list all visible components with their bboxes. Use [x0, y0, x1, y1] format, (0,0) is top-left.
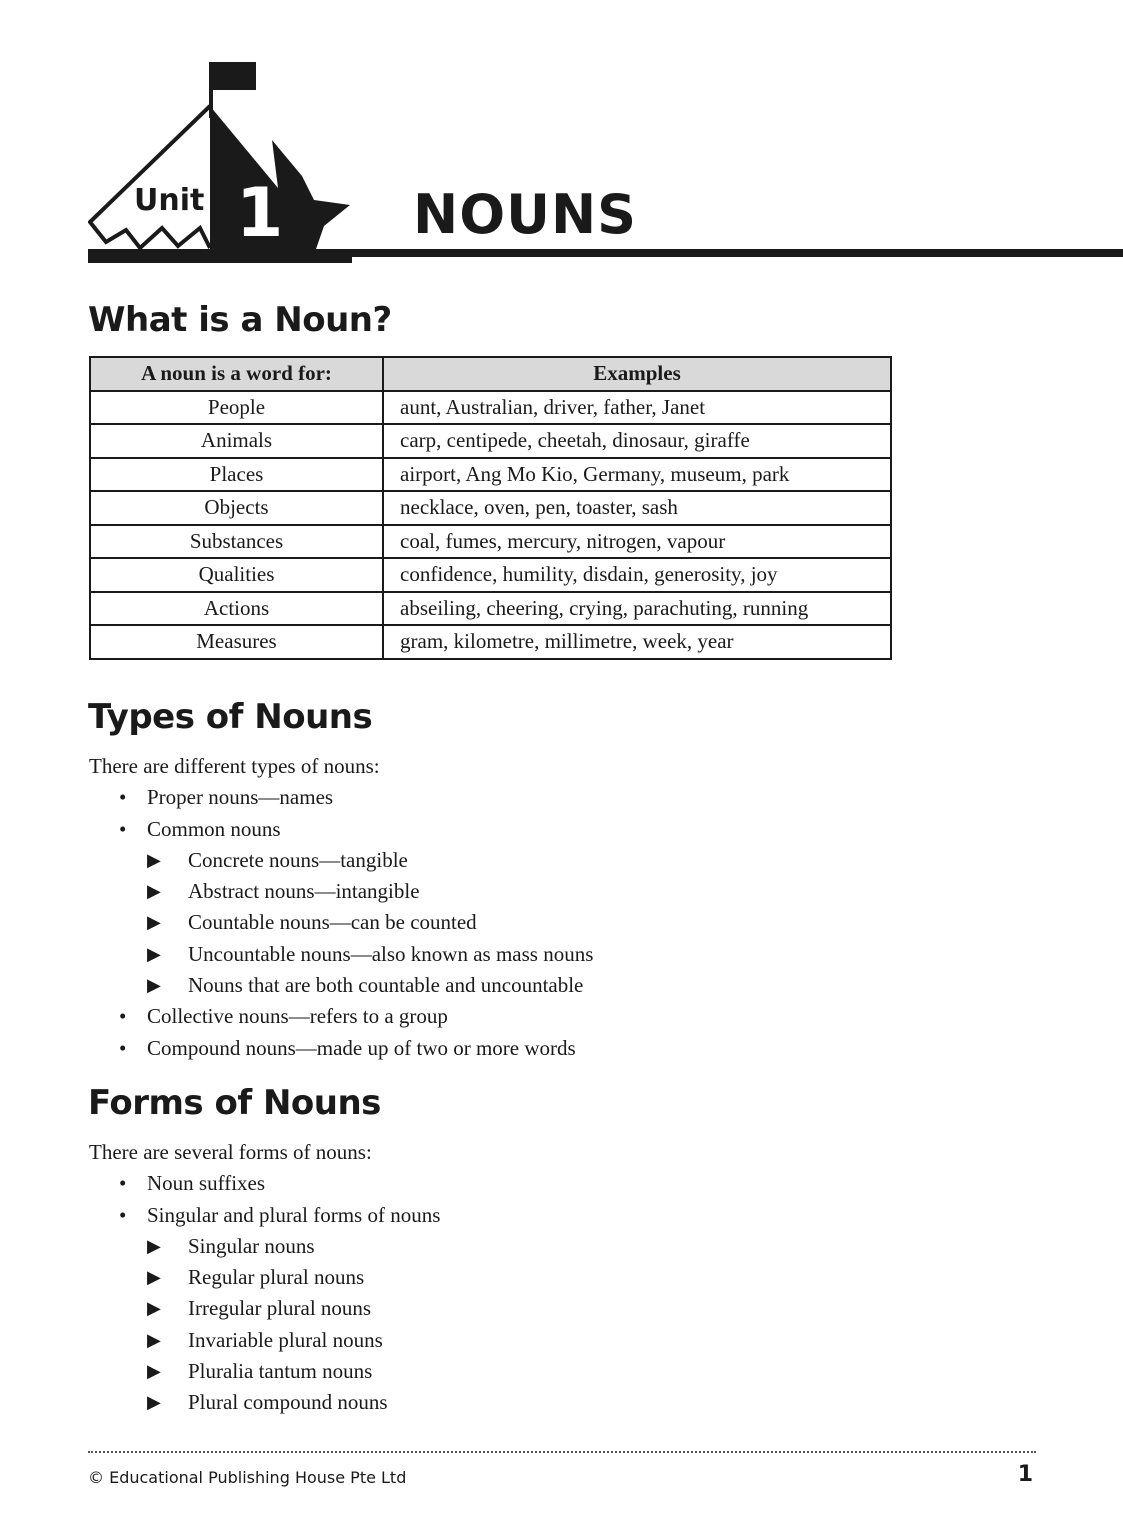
bullet-icon: •	[119, 1171, 127, 1196]
list-item-text: Regular plural nouns	[188, 1265, 365, 1290]
list-item-text: Irregular plural nouns	[188, 1296, 372, 1321]
table-cell-examples: abseiling, cheering, crying, parachuting, running	[383, 592, 891, 626]
sub-list-item	[89, 1231, 440, 1262]
bullet-icon: •	[119, 1004, 127, 1029]
table-cell-examples: airport, Ang Mo Kio, Germany, museum, park	[383, 458, 891, 492]
sub-list-item	[89, 970, 593, 1001]
page-title: NOUNS	[413, 183, 638, 246]
list-item-text: Singular and plural forms of nouns	[147, 1202, 441, 1227]
forms-of-nouns-list-block	[89, 1137, 440, 1419]
list-item-text: Singular nouns	[188, 1233, 315, 1258]
list-item	[89, 1033, 593, 1064]
noun-categories-table	[89, 356, 892, 660]
types-intro-text: There are different types of nouns:	[89, 754, 380, 778]
unit-label: Unit	[134, 183, 205, 218]
list-item-text: Collective nouns—refers to a group	[147, 1004, 448, 1029]
table-row	[90, 491, 891, 525]
header-rule	[350, 249, 1123, 257]
list-item-text: Nouns that are both countable and uncountable	[188, 973, 584, 998]
sub-list-item	[89, 1262, 440, 1293]
table-cell-category: Measures	[90, 625, 383, 659]
page-number: 1	[1017, 1462, 1033, 1487]
table-row	[90, 525, 891, 559]
arrow-bullet-icon: ▶	[147, 1329, 161, 1350]
list-item	[89, 1001, 593, 1032]
footer-copyright: © Educational Publishing House Pte Ltd	[88, 1468, 407, 1487]
list-item-text: Abstract nouns—intangible	[188, 879, 420, 904]
arrow-bullet-icon: ▶	[147, 1298, 161, 1319]
arrow-bullet-icon: ▶	[147, 1267, 161, 1288]
arrow-bullet-icon: ▶	[147, 1235, 161, 1256]
table-cell-examples: coal, fumes, mercury, nitrogen, vapour	[383, 525, 891, 559]
arrow-bullet-icon: ▶	[147, 943, 161, 964]
arrow-bullet-icon: ▶	[147, 1392, 161, 1413]
table-cell-category: Actions	[90, 592, 383, 626]
list-item-text: Concrete nouns—tangible	[188, 847, 408, 872]
section-heading-what-is-a-noun: What is a Noun?	[88, 300, 392, 340]
list-item-text: Countable nouns—can be counted	[188, 910, 477, 935]
arrow-bullet-icon: ▶	[147, 975, 161, 996]
list-item-text: Uncountable nouns—also known as mass nouns	[188, 941, 594, 966]
table-header-row	[90, 357, 891, 391]
unit-number: 1	[236, 174, 284, 253]
sub-list-item	[89, 1293, 440, 1324]
types-list	[89, 782, 593, 1064]
list-item-text: Compound nouns—made up of two or more words	[147, 1035, 576, 1060]
list-item	[89, 1200, 440, 1231]
table-cell-examples: necklace, oven, pen, toaster, sash	[383, 491, 891, 525]
bullet-icon: •	[119, 785, 127, 810]
arrow-bullet-icon: ▶	[147, 849, 161, 870]
table-cell-category: Substances	[90, 525, 383, 559]
list-item	[89, 782, 593, 813]
list-item-text: Plural compound nouns	[188, 1390, 388, 1415]
arrow-bullet-icon: ▶	[147, 881, 161, 902]
unit-mountain-logo	[88, 60, 358, 265]
table-cell-examples: confidence, humility, disdain, generosity, joy	[383, 558, 891, 592]
forms-intro-text: There are several forms of nouns:	[89, 1140, 372, 1164]
list-item-text: Proper nouns—names	[147, 785, 334, 810]
bullet-icon: •	[119, 1035, 127, 1060]
list-item	[89, 814, 593, 845]
sub-list-item	[89, 1356, 440, 1387]
sub-list-item	[89, 1325, 440, 1356]
section-heading-types-of-nouns: Types of Nouns	[88, 697, 373, 737]
section-heading-forms-of-nouns: Forms of Nouns	[88, 1083, 381, 1123]
types-of-nouns-list-block	[89, 751, 593, 1064]
footer-divider	[88, 1451, 1036, 1453]
bullet-icon: •	[119, 1202, 127, 1227]
table-cell-examples: carp, centipede, cheetah, dinosaur, giraffe	[383, 424, 891, 458]
sub-list-item	[89, 1387, 440, 1418]
table-cell-examples: aunt, Australian, driver, father, Janet	[383, 391, 891, 425]
table-cell-category: Qualities	[90, 558, 383, 592]
table-header-examples: Examples	[383, 357, 891, 391]
arrow-bullet-icon: ▶	[147, 912, 161, 933]
table-cell-category: Animals	[90, 424, 383, 458]
table-cell-category: People	[90, 391, 383, 425]
list-item-text: Common nouns	[147, 816, 281, 841]
table-row	[90, 558, 891, 592]
forms-list	[89, 1168, 440, 1418]
table-row	[90, 592, 891, 626]
table-row	[90, 424, 891, 458]
list-item-text: Noun suffixes	[147, 1171, 266, 1196]
table-row	[90, 625, 891, 659]
sub-list-item	[89, 907, 593, 938]
arrow-bullet-icon: ▶	[147, 1361, 161, 1382]
table-row	[90, 458, 891, 492]
sub-list-item	[89, 845, 593, 876]
sub-list-item	[89, 876, 593, 907]
table-cell-examples: gram, kilometre, millimetre, week, year	[383, 625, 891, 659]
sub-list-item	[89, 939, 593, 970]
list-item-text: Invariable plural nouns	[188, 1327, 383, 1352]
table-row	[90, 391, 891, 425]
list-item-text: Pluralia tantum nouns	[188, 1359, 373, 1384]
table-cell-category: Objects	[90, 491, 383, 525]
list-item	[89, 1168, 440, 1199]
table-header-category: A noun is a word for:	[90, 357, 383, 391]
bullet-icon: •	[119, 816, 127, 841]
table-cell-category: Places	[90, 458, 383, 492]
